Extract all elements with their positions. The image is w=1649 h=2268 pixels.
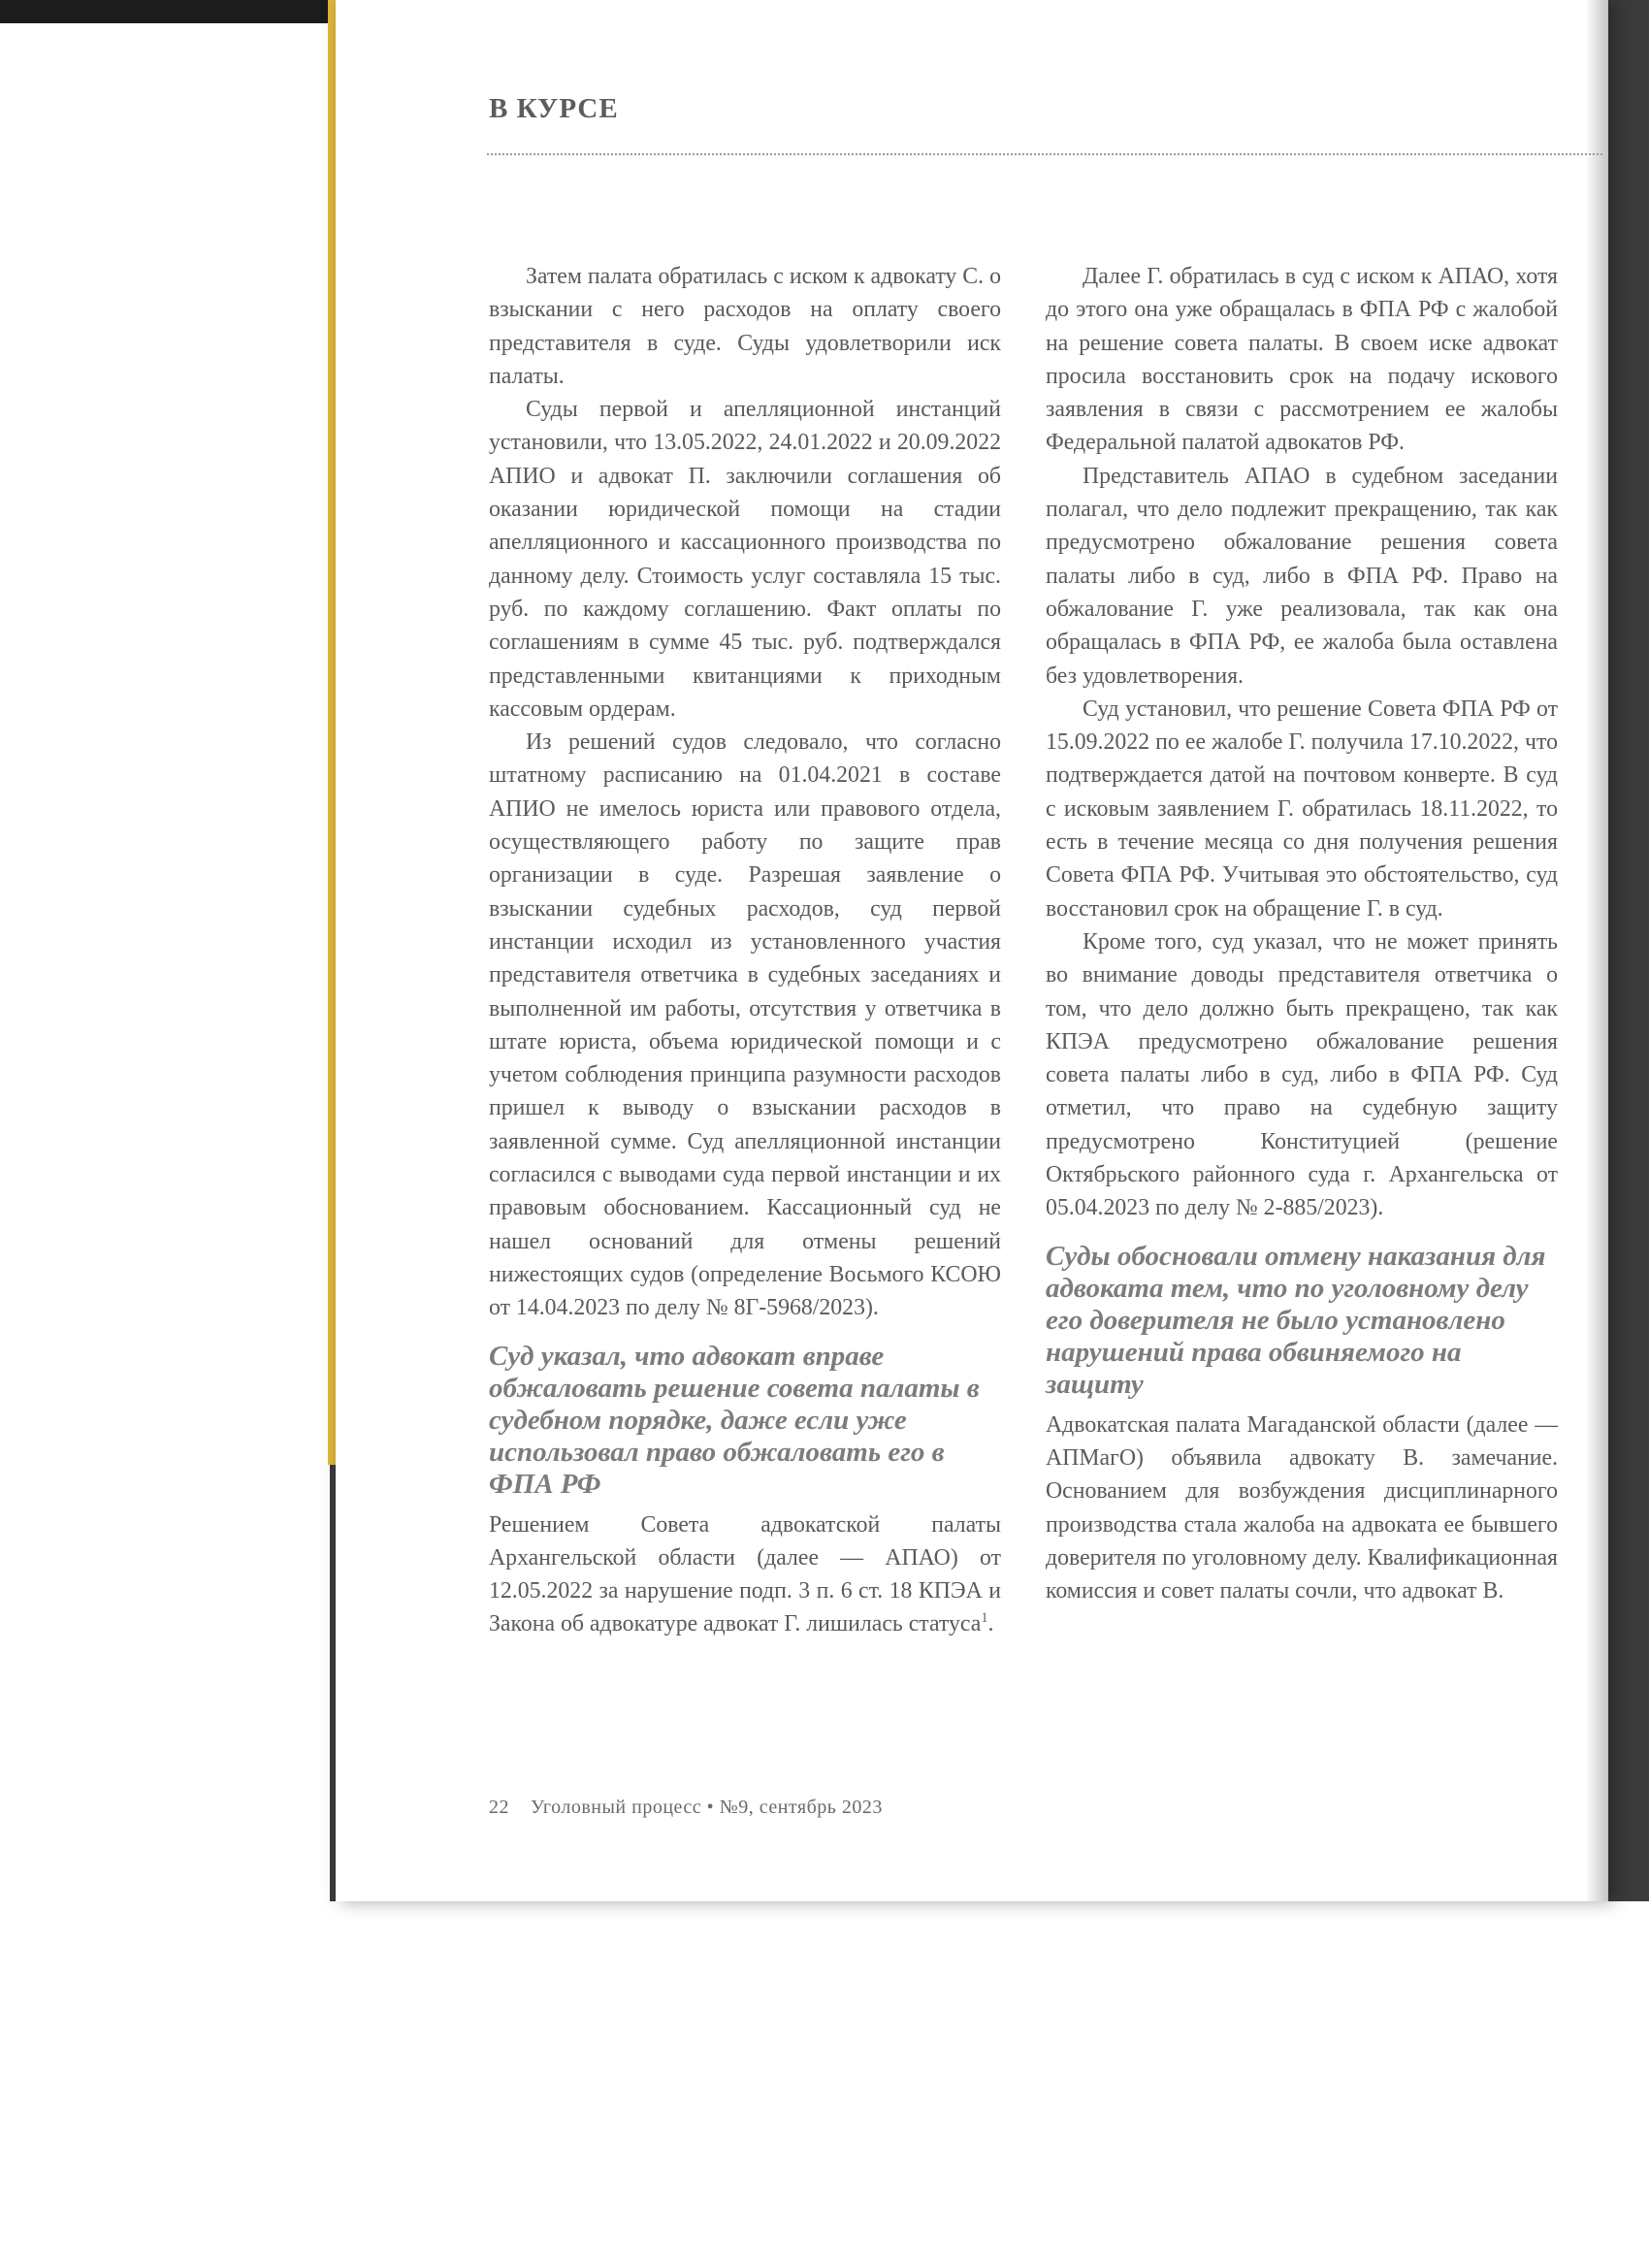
paragraph: Затем палата обратилась с иском к адвокату С. о взыскании с него расходов на оплату своего представителя в суде. Суды удовлетворили иск палаты. — [489, 264, 1001, 389]
paragraph — [489, 1508, 1001, 1641]
magazine-page — [336, 0, 1608, 1901]
left-column — [489, 260, 1001, 1641]
paragraph-text: Решением Совета адвокатской палаты Архангельской области (далее — АПАО) от 12.05.2022 за нарушение подп. 3 п. 6 ст. 18 КПЭА и Закона об адвокатуре адвокат Г. лишилась статуса — [489, 1511, 1001, 1637]
paragraph: Из решений судов следовало, что согласно штатному расписанию на 01.04.2021 в составе АПИО не имелось юриста или правового отдела, осуществляющего работу по защите прав организации в суде. Разрешая заявление о взыскании судебных расходов, суд первой инстанции исходил из установленного участия представителя ответчика в судебных заседаниях и выполненной им работы, отсутствия у ответчика в штате юриста, объема юридической помощи и с учетом соблюдения принципа разумности расходов пришел к выводу о взыскании расходов в заявленной сумме. Суд апелляционной инстанции согласился с выводами суда первой инстанции и их правовым обоснованием. Кассационный суд не нашел оснований для отмены решений нижестоящих судов (определение Восьмого КСОЮ от 14.04.2023 по делу № 8Г-5968/2023). — [489, 729, 1001, 1321]
scan-background-bottom — [0, 1901, 1649, 2268]
paragraph-end: . — [987, 1611, 994, 1637]
paragraph: Суды первой и апелляционной инстанций установили, что 13.05.2022, 24.01.2022 и 20.09.2022 АПИО и адвокат П. заключили соглашения об оказании юридической помощи на стадии апелляционного и кассационного производства по данному делу. Стоимость услуг составляла 15 тыс. руб. по каждому соглашению. Факт оплаты по соглашениям в сумме 45 тыс. руб. подтверждался представленными квитанциями к приходным кассовым ордерам. — [489, 397, 1001, 722]
paragraph: Представитель АПАО в судебном заседании полагал, что дело подлежит прекращению, так как предусмотрено обжалование решения совета палаты либо в суд, либо в ФПА РФ. Право на обжалование Г. уже реализовала, так как она обращалась в ФПА РФ, ее жалоба была оставлена без удовлетворения. — [1046, 463, 1558, 689]
page-footer — [489, 1797, 883, 1819]
paragraph: Суд установил, что решение Совета ФПА РФ от 15.09.2022 по ее жалобе Г. получила 17.10.2022, что подтверждается датой на почтовом конверте. В суд с исковым заявлением Г. обратилась 18.11.2022, то есть в течение месяца со дня получения решения Совета ФПА РФ. Учитывая это обстоятельство, суд восстановил срок на обращение Г. в суд. — [1046, 696, 1558, 922]
paragraph: Кроме того, суд указал, что не может принять во внимание доводы представителя ответчика о том, что дело должно быть прекращено, так как КПЭА предусмотрено обжалование решения совета палаты либо в суд, либо в ФПА РФ. Суд отметил, что право на судебную защиту предусмотрено Конституцией (решение Октябрьского районного суда г. Архангельска от 05.04.2023 по делу № 2-885/2023). — [1046, 928, 1558, 1221]
subheading: Суды обосновали отмену наказания для адвоката тем, что по уголовному делу его доверителя не было установлено нарушений права обвиняемого на защиту — [1046, 1240, 1546, 1400]
footnote-marker: 1 — [981, 1610, 988, 1627]
paragraph: Адвокатская палата Магаданской области (далее — АПМагО) объявила адвокату В. замечание. Основанием для возбуждения дисциплинарного производства стала жалоба на адвоката ее бывшего доверителя по уголовному делу. Квалификационная комиссия и совет палаты сочли, что адвокат В. — [1046, 1411, 1558, 1604]
subheading: Суд указал, что адвокат вправе обжаловать решение совета палаты в судебном порядке, даже если уже использовал право обжаловать его в ФПА РФ — [489, 1340, 980, 1500]
publication-info: Уголовный процесс • №9, сентябрь 2023 — [531, 1797, 883, 1818]
right-column — [1046, 260, 1558, 1607]
scan-edge-top — [0, 0, 330, 23]
page-number: 22 — [489, 1797, 509, 1818]
header-dotted-rule — [487, 153, 1602, 155]
section-title: В КУРСЕ — [489, 93, 619, 124]
page-edge-shadow — [1585, 0, 1608, 1901]
paragraph: Далее Г. обратилась в суд с иском к АПАО, хотя до этого она уже обращалась в ФПА РФ с жалобой на решение совета палаты. В своем иске адвокат просила восстановить срок на подачу искового заявления в связи с рассмотрением ее жалобы Федеральной палатой адвокатов РФ. — [1046, 264, 1558, 456]
